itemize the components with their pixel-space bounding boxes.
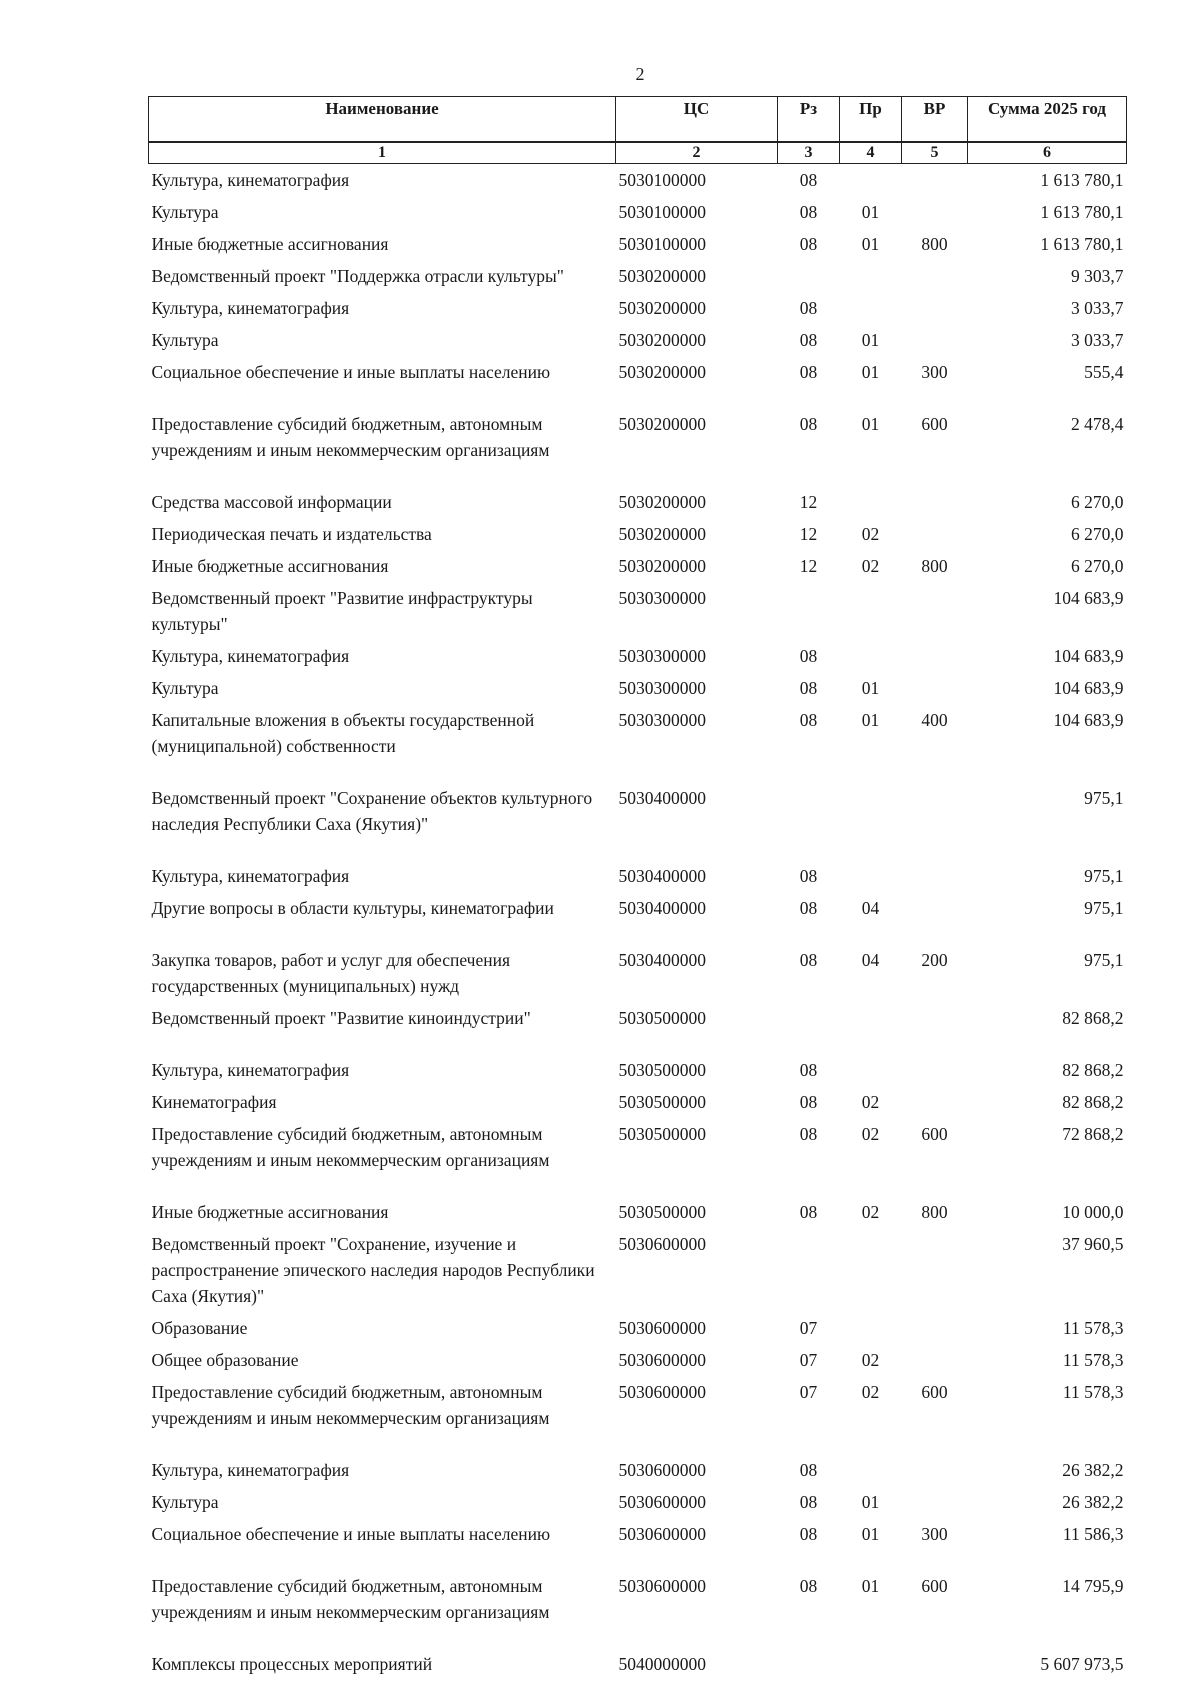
page-number: 2 bbox=[635, 64, 645, 84]
row-sum: 11 578,3 bbox=[1062, 1382, 1124, 1402]
row-name: Культура bbox=[151, 202, 219, 222]
row-vr bbox=[902, 892, 968, 944]
table-row bbox=[149, 1648, 1127, 1680]
column-number-row bbox=[149, 142, 1127, 164]
table-row bbox=[149, 1002, 1127, 1054]
row-sum: 82 868,2 bbox=[1062, 1008, 1124, 1028]
row-sum: 3 033,7 bbox=[1071, 298, 1124, 318]
row-sum: 26 382,2 bbox=[1062, 1460, 1124, 1480]
row-sum: 82 868,2 bbox=[1062, 1092, 1124, 1112]
row-rz: 08 bbox=[799, 678, 818, 698]
table-row bbox=[149, 1118, 1127, 1196]
row-name: Периодическая печать и издательства bbox=[151, 524, 432, 544]
row-name: Культура bbox=[151, 1492, 219, 1512]
row-rz: 08 bbox=[799, 362, 818, 382]
row-name: Ведомственный проект "Развитие киноиндустрии" bbox=[151, 1008, 531, 1028]
row-pr: 02 bbox=[861, 524, 880, 544]
row-pr bbox=[840, 860, 902, 892]
row-pr bbox=[840, 164, 902, 197]
table-row bbox=[149, 196, 1127, 228]
row-vr: 800 bbox=[921, 556, 948, 576]
table-row bbox=[149, 704, 1127, 782]
row-rz: 08 bbox=[799, 1576, 818, 1596]
row-vr: 600 bbox=[921, 1382, 948, 1402]
row-name: Социальное обеспечение и иные выплаты населению bbox=[151, 362, 551, 382]
row-sum: 1 613 780,1 bbox=[1040, 202, 1124, 222]
row-cs: 5030400000 bbox=[618, 898, 706, 918]
row-name: Предоставление субсидий бюджетным, автономным учреждениям и иным некоммерческим организациям bbox=[151, 1576, 550, 1622]
table-row bbox=[149, 518, 1127, 550]
row-cs: 5040000000 bbox=[618, 1654, 706, 1674]
header-row bbox=[149, 97, 1127, 143]
table-row bbox=[149, 672, 1127, 704]
row-cs: 5030500000 bbox=[618, 1060, 706, 1080]
row-name: Другие вопросы в области культуры, кинематографии bbox=[151, 898, 554, 918]
column-number: 4 bbox=[840, 142, 902, 164]
row-vr bbox=[902, 518, 968, 550]
row-vr bbox=[902, 1312, 968, 1344]
row-name: Предоставление субсидий бюджетным, автономным учреждениям и иным некоммерческим организациям bbox=[151, 414, 550, 460]
row-rz: 08 bbox=[799, 710, 818, 730]
row-rz: 08 bbox=[799, 202, 818, 222]
row-pr bbox=[840, 1228, 902, 1312]
row-name: Комплексы процессных мероприятий bbox=[151, 1654, 433, 1674]
row-vr bbox=[902, 1054, 968, 1086]
row-name: Культура bbox=[151, 678, 219, 698]
row-sum: 104 683,9 bbox=[1053, 678, 1124, 698]
row-sum: 6 270,0 bbox=[1071, 524, 1124, 544]
row-vr bbox=[902, 1648, 968, 1680]
row-sum: 6 270,0 bbox=[1071, 556, 1124, 576]
table-row bbox=[149, 550, 1127, 582]
row-cs: 5030200000 bbox=[618, 362, 706, 382]
row-name: Предоставление субсидий бюджетным, автономным учреждениям и иным некоммерческим организациям bbox=[151, 1382, 550, 1428]
row-cs: 5030500000 bbox=[618, 1124, 706, 1144]
row-sum: 5 607 973,5 bbox=[1040, 1654, 1124, 1674]
row-rz bbox=[778, 260, 840, 292]
row-cs: 5030200000 bbox=[618, 414, 706, 434]
row-name: Культура, кинематография bbox=[151, 1060, 350, 1080]
row-cs: 5030100000 bbox=[618, 234, 706, 254]
row-name: Ведомственный проект "Сохранение, изучение и распространение эпического наследия народов Республики Саха (Якутия)" bbox=[151, 1234, 595, 1306]
row-name: Образование bbox=[151, 1318, 248, 1338]
row-pr: 02 bbox=[861, 1092, 880, 1112]
row-rz: 08 bbox=[799, 1524, 818, 1544]
column-number: 1 bbox=[149, 142, 616, 164]
row-vr bbox=[902, 324, 968, 356]
table-row bbox=[149, 782, 1127, 860]
row-rz: 12 bbox=[799, 524, 818, 544]
row-pr: 01 bbox=[861, 362, 880, 382]
row-vr bbox=[902, 640, 968, 672]
table-row bbox=[149, 1344, 1127, 1376]
row-name: Средства массовой информации bbox=[151, 492, 392, 512]
table-row bbox=[149, 1518, 1127, 1570]
row-vr: 300 bbox=[921, 362, 948, 382]
row-cs: 5030300000 bbox=[618, 588, 706, 608]
row-rz: 08 bbox=[799, 1460, 818, 1480]
row-name: Иные бюджетные ассигнования bbox=[151, 1202, 389, 1222]
row-pr bbox=[840, 1648, 902, 1680]
row-pr bbox=[840, 1002, 902, 1054]
table-row bbox=[149, 1486, 1127, 1518]
row-name: Культура, кинематография bbox=[151, 646, 350, 666]
row-name: Культура, кинематография bbox=[151, 1460, 350, 1480]
row-pr bbox=[840, 292, 902, 324]
table-row bbox=[149, 1312, 1127, 1344]
table-row bbox=[149, 260, 1127, 292]
column-number: 5 bbox=[902, 142, 968, 164]
row-pr: 01 bbox=[861, 1524, 880, 1544]
row-vr: 800 bbox=[921, 1202, 948, 1222]
row-sum: 26 382,2 bbox=[1062, 1492, 1124, 1512]
row-rz bbox=[778, 1002, 840, 1054]
row-sum: 14 795,9 bbox=[1062, 1576, 1124, 1596]
row-name: Культура, кинематография bbox=[151, 298, 350, 318]
row-vr bbox=[902, 582, 968, 640]
row-vr bbox=[902, 1002, 968, 1054]
row-cs: 5030300000 bbox=[618, 710, 706, 730]
row-sum: 975,1 bbox=[1084, 866, 1124, 886]
table-row bbox=[149, 1196, 1127, 1228]
table-row bbox=[149, 228, 1127, 260]
row-cs: 5030500000 bbox=[618, 1202, 706, 1222]
header-pr: Пр bbox=[840, 97, 902, 143]
row-sum: 2 478,4 bbox=[1071, 414, 1124, 434]
row-cs: 5030600000 bbox=[618, 1350, 706, 1370]
row-sum: 11 586,3 bbox=[1062, 1524, 1124, 1544]
row-pr: 01 bbox=[861, 1576, 880, 1596]
row-pr bbox=[840, 260, 902, 292]
row-pr: 04 bbox=[861, 950, 880, 970]
row-pr bbox=[840, 1312, 902, 1344]
row-vr: 600 bbox=[921, 1124, 948, 1144]
row-sum: 11 578,3 bbox=[1062, 1318, 1124, 1338]
row-rz: 08 bbox=[799, 298, 818, 318]
row-pr: 01 bbox=[861, 202, 880, 222]
row-cs: 5030600000 bbox=[618, 1382, 706, 1402]
row-sum: 1 613 780,1 bbox=[1040, 170, 1124, 190]
row-sum: 104 683,9 bbox=[1053, 646, 1124, 666]
row-sum: 37 960,5 bbox=[1062, 1234, 1124, 1254]
row-vr: 600 bbox=[921, 1576, 948, 1596]
table-row bbox=[149, 582, 1127, 640]
row-rz bbox=[778, 582, 840, 640]
row-vr: 400 bbox=[921, 710, 948, 730]
header-name: Наименование bbox=[149, 97, 616, 143]
table-row bbox=[149, 486, 1127, 518]
row-cs: 5030200000 bbox=[618, 330, 706, 350]
table-row bbox=[149, 408, 1127, 486]
row-rz: 08 bbox=[799, 170, 818, 190]
table-row bbox=[149, 164, 1127, 197]
column-number: 2 bbox=[616, 142, 778, 164]
table-row bbox=[149, 944, 1127, 1002]
row-rz: 08 bbox=[799, 1092, 818, 1112]
row-cs: 5030200000 bbox=[618, 524, 706, 544]
row-sum: 9 303,7 bbox=[1071, 266, 1124, 286]
row-pr: 01 bbox=[861, 414, 880, 434]
row-sum: 104 683,9 bbox=[1053, 710, 1124, 730]
row-rz bbox=[778, 1648, 840, 1680]
row-sum: 975,1 bbox=[1084, 898, 1124, 918]
row-pr bbox=[840, 582, 902, 640]
row-vr bbox=[902, 1228, 968, 1312]
row-cs: 5030200000 bbox=[618, 492, 706, 512]
table-row bbox=[149, 1054, 1127, 1086]
row-sum: 82 868,2 bbox=[1062, 1060, 1124, 1080]
row-cs: 5030100000 bbox=[618, 170, 706, 190]
row-cs: 5030400000 bbox=[618, 866, 706, 886]
row-name: Предоставление субсидий бюджетным, автономным учреждениям и иным некоммерческим организациям bbox=[151, 1124, 550, 1170]
row-name: Общее образование bbox=[151, 1350, 299, 1370]
row-cs: 5030500000 bbox=[618, 1008, 706, 1028]
row-sum: 555,4 bbox=[1084, 362, 1124, 382]
row-cs: 5030200000 bbox=[618, 556, 706, 576]
row-pr: 02 bbox=[861, 1202, 880, 1222]
table-row bbox=[149, 860, 1127, 892]
row-sum: 1 613 780,1 bbox=[1040, 234, 1124, 254]
row-vr bbox=[902, 672, 968, 704]
row-name: Культура, кинематография bbox=[151, 170, 350, 190]
row-cs: 5030300000 bbox=[618, 646, 706, 666]
row-rz: 08 bbox=[799, 646, 818, 666]
row-name: Культура, кинематография bbox=[151, 866, 350, 886]
table-row bbox=[149, 1376, 1127, 1454]
row-cs: 5030600000 bbox=[618, 1492, 706, 1512]
table-row bbox=[149, 1454, 1127, 1486]
row-rz: 08 bbox=[799, 1124, 818, 1144]
row-vr bbox=[902, 1086, 968, 1118]
row-cs: 5030200000 bbox=[618, 298, 706, 318]
row-rz: 08 bbox=[799, 330, 818, 350]
row-cs: 5030300000 bbox=[618, 678, 706, 698]
row-rz: 08 bbox=[799, 1492, 818, 1512]
row-pr: 01 bbox=[861, 678, 880, 698]
row-pr: 04 bbox=[861, 898, 880, 918]
row-name: Культура bbox=[151, 330, 219, 350]
row-vr bbox=[902, 1344, 968, 1376]
row-pr: 01 bbox=[861, 1492, 880, 1512]
row-cs: 5030400000 bbox=[618, 950, 706, 970]
row-sum: 975,1 bbox=[1084, 788, 1124, 808]
row-cs: 5030100000 bbox=[618, 202, 706, 222]
row-pr bbox=[840, 1454, 902, 1486]
row-pr: 02 bbox=[861, 1124, 880, 1144]
row-pr: 02 bbox=[861, 1382, 880, 1402]
header-sum: Сумма 2025 год bbox=[968, 97, 1127, 143]
row-rz: 08 bbox=[799, 866, 818, 886]
row-vr bbox=[902, 260, 968, 292]
row-rz: 07 bbox=[799, 1318, 818, 1338]
budget-table bbox=[148, 96, 1127, 1680]
row-sum: 3 033,7 bbox=[1071, 330, 1124, 350]
row-rz: 07 bbox=[799, 1350, 818, 1370]
table-row bbox=[149, 1570, 1127, 1648]
row-rz: 08 bbox=[799, 1060, 818, 1080]
row-rz: 12 bbox=[799, 556, 818, 576]
row-pr: 01 bbox=[861, 330, 880, 350]
row-vr bbox=[902, 1486, 968, 1518]
row-rz: 08 bbox=[799, 898, 818, 918]
table-row bbox=[149, 292, 1127, 324]
row-vr bbox=[902, 1454, 968, 1486]
row-name: Капитальные вложения в объекты государственной (муниципальной) собственности bbox=[151, 710, 535, 756]
row-rz bbox=[778, 1228, 840, 1312]
row-sum: 6 270,0 bbox=[1071, 492, 1124, 512]
row-vr bbox=[902, 486, 968, 518]
row-pr bbox=[840, 486, 902, 518]
row-cs: 5030600000 bbox=[618, 1234, 706, 1254]
row-vr: 600 bbox=[921, 414, 948, 434]
row-vr bbox=[902, 860, 968, 892]
row-rz: 07 bbox=[799, 1382, 818, 1402]
table-row bbox=[149, 640, 1127, 672]
row-name: Иные бюджетные ассигнования bbox=[151, 234, 389, 254]
row-rz: 08 bbox=[799, 1202, 818, 1222]
row-sum: 11 578,3 bbox=[1062, 1350, 1124, 1370]
row-vr bbox=[902, 196, 968, 228]
row-sum: 72 868,2 bbox=[1062, 1124, 1124, 1144]
table-row bbox=[149, 1228, 1127, 1312]
table-row bbox=[149, 892, 1127, 944]
row-cs: 5030400000 bbox=[618, 788, 706, 808]
row-cs: 5030600000 bbox=[618, 1460, 706, 1480]
column-number: 6 bbox=[968, 142, 1127, 164]
row-pr: 01 bbox=[861, 234, 880, 254]
table-row bbox=[149, 1086, 1127, 1118]
header-vr: ВР bbox=[902, 97, 968, 143]
row-pr bbox=[840, 782, 902, 860]
row-pr bbox=[840, 640, 902, 672]
row-sum: 10 000,0 bbox=[1062, 1202, 1124, 1222]
row-vr bbox=[902, 782, 968, 860]
header-cs: ЦС bbox=[616, 97, 778, 143]
row-sum: 975,1 bbox=[1084, 950, 1124, 970]
row-sum: 104 683,9 bbox=[1053, 588, 1124, 608]
row-name: Закупка товаров, работ и услуг для обеспечения государственных (муниципальных) нужд bbox=[151, 950, 511, 996]
row-name: Ведомственный проект "Сохранение объектов культурного наследия Республики Саха (Якутия)" bbox=[151, 788, 593, 834]
row-cs: 5030600000 bbox=[618, 1318, 706, 1338]
row-cs: 5030200000 bbox=[618, 266, 706, 286]
row-vr: 200 bbox=[921, 950, 948, 970]
row-name: Ведомственный проект "Развитие инфраструктуры культуры" bbox=[151, 588, 533, 634]
row-pr bbox=[840, 1054, 902, 1086]
row-cs: 5030500000 bbox=[618, 1092, 706, 1112]
row-vr: 800 bbox=[921, 234, 948, 254]
row-vr bbox=[902, 164, 968, 197]
row-name: Кинематография bbox=[151, 1092, 277, 1112]
row-rz: 08 bbox=[799, 950, 818, 970]
row-pr: 02 bbox=[861, 1350, 880, 1370]
row-cs: 5030600000 bbox=[618, 1524, 706, 1544]
row-rz: 08 bbox=[799, 234, 818, 254]
row-name: Ведомственный проект "Поддержка отрасли культуры" bbox=[151, 266, 564, 286]
row-rz bbox=[778, 782, 840, 860]
row-pr: 01 bbox=[861, 710, 880, 730]
row-name: Иные бюджетные ассигнования bbox=[151, 556, 389, 576]
row-vr: 300 bbox=[921, 1524, 948, 1544]
row-rz: 12 bbox=[799, 492, 818, 512]
row-rz: 08 bbox=[799, 414, 818, 434]
row-name: Социальное обеспечение и иные выплаты населению bbox=[151, 1524, 551, 1544]
table-row bbox=[149, 356, 1127, 408]
row-pr: 02 bbox=[861, 556, 880, 576]
column-number: 3 bbox=[778, 142, 840, 164]
row-cs: 5030600000 bbox=[618, 1576, 706, 1596]
row-vr bbox=[902, 292, 968, 324]
header-rz: Рз bbox=[778, 97, 840, 143]
table-row bbox=[149, 324, 1127, 356]
table-body bbox=[149, 164, 1127, 1681]
